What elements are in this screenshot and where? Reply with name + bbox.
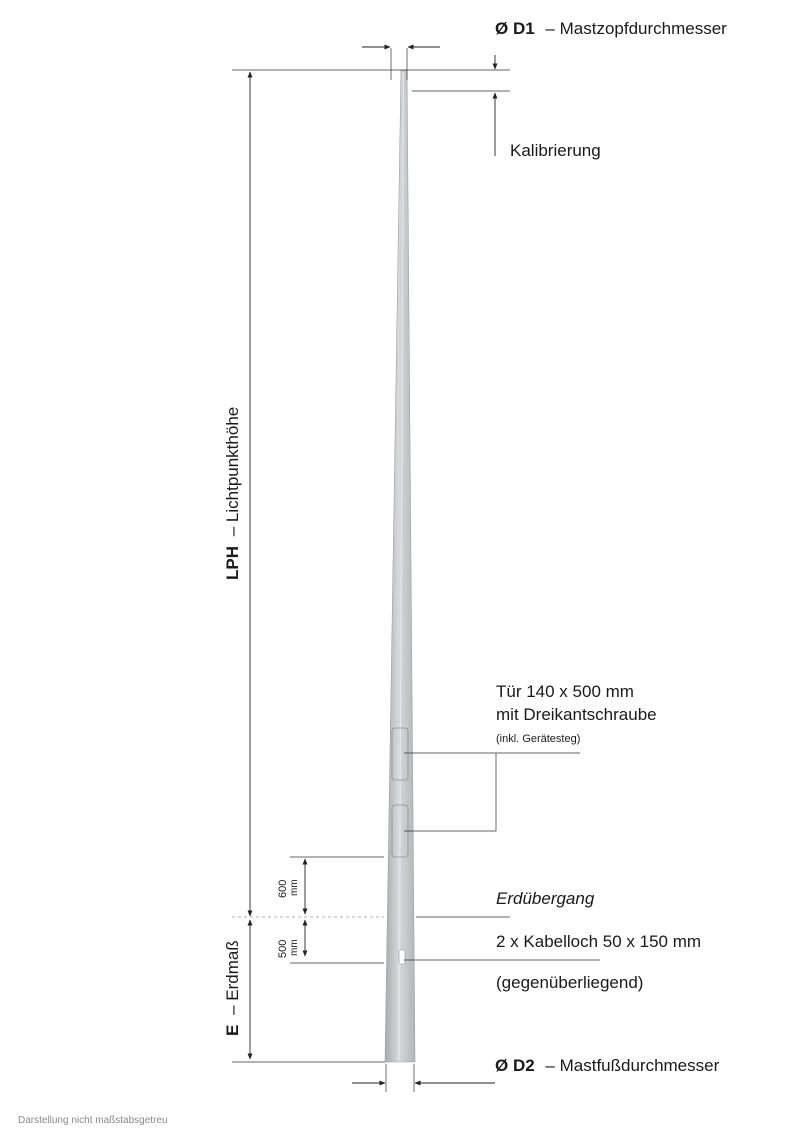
d2-label — [495, 1056, 720, 1075]
e-label — [223, 940, 242, 1036]
e-bold: E — [223, 1024, 242, 1036]
cable-hole — [399, 950, 405, 964]
d1-symbol: Ø D1 — [495, 19, 535, 38]
dim-500-unit: mm — [289, 939, 300, 956]
footnote: Darstellung nicht maßstabsgetreu — [18, 1115, 168, 1126]
door-line1: Tür 140 x 500 mm — [496, 682, 634, 701]
d2-text: – Mastfußdurchmesser — [545, 1056, 720, 1075]
dim-600-value: 600 — [277, 879, 289, 898]
d1-label — [495, 19, 727, 38]
kabelloch-label: 2 x Kabelloch 50 x 150 mm — [496, 932, 702, 951]
erduebergang-label: Erdübergang — [496, 889, 595, 908]
d2-symbol: Ø D2 — [495, 1056, 535, 1075]
door-line3: (inkl. Gerätesteg) — [496, 733, 581, 745]
door-line2: mit Dreikantschraube — [496, 705, 657, 724]
gegenueber-label: (gegenüberliegend) — [496, 973, 644, 992]
e-text: – Erdmaß — [223, 940, 242, 1015]
lph-bold: LPH — [223, 546, 242, 580]
d1-text: – Mastzopfdurchmesser — [545, 19, 727, 38]
door-leader-lower — [404, 753, 496, 831]
kalibrierung-label: Kalibrierung — [510, 141, 601, 160]
lph-label — [223, 407, 242, 580]
dim-600-unit: mm — [289, 879, 300, 896]
lph-text: – Lichtpunkthöhe — [223, 406, 242, 537]
dim-500-value: 500 — [277, 939, 289, 958]
